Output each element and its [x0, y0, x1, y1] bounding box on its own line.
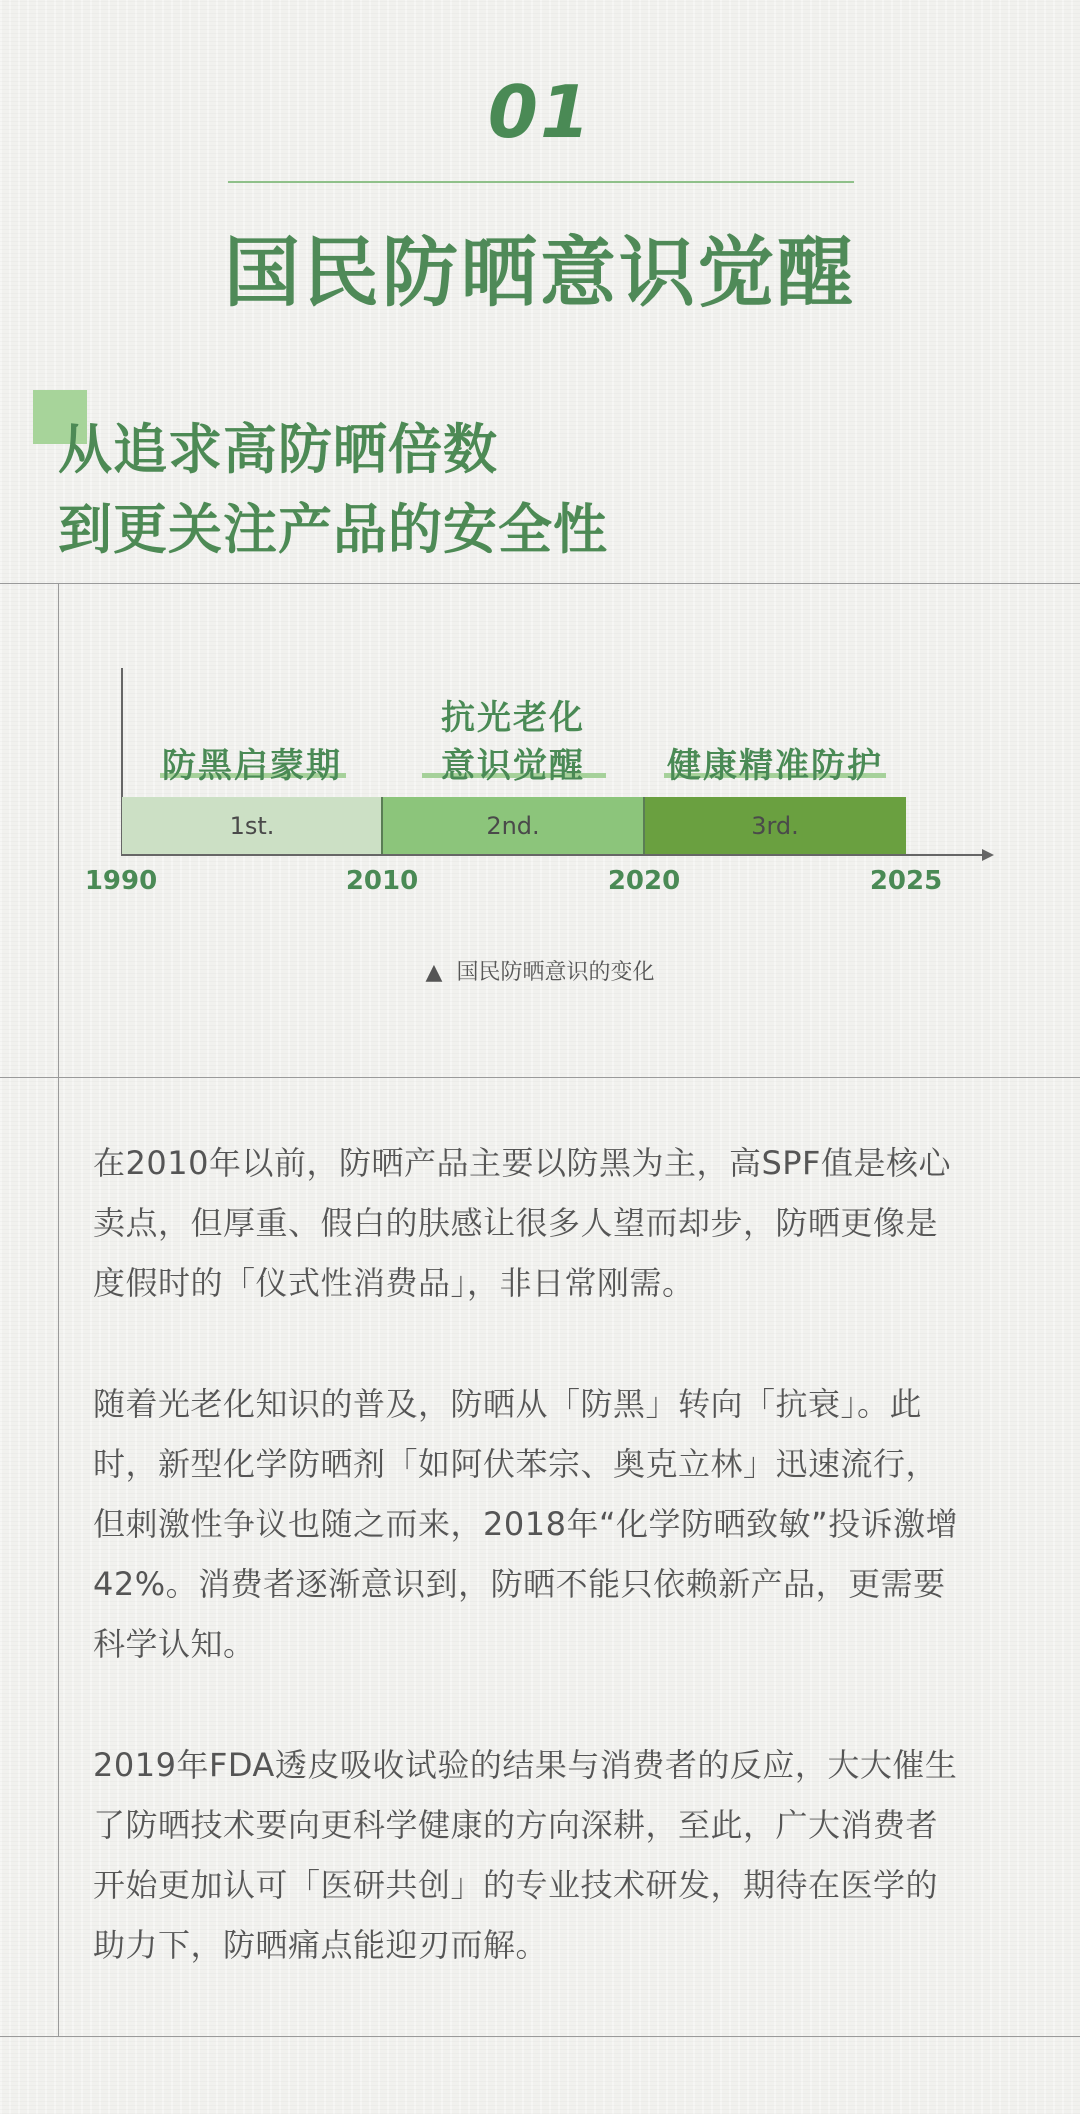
paragraph-line: 在2010年以前，防晒产品主要以防黑为主，高SPF值是核心: [93, 1144, 951, 1182]
section-title: 国民防晒意识觉醒: [224, 228, 856, 317]
divider-middle: [0, 1077, 1080, 1078]
phase-badge-2: 2nd.: [486, 811, 540, 840]
paragraph-line: 助力下，防晒痛点能迎刃而解。: [93, 1926, 549, 1964]
paragraph-line: 卖点，但厚重、假白的肤感让很多人望而却步，防晒更像是: [93, 1204, 939, 1242]
diagram-caption: [0, 955, 1080, 986]
phase-label-1: 防黑启蒙期: [162, 746, 342, 786]
divider-bottom: [0, 2036, 1080, 2037]
paragraph-line: 但刺激性争议也随之而来，2018年“化学防晒致敏”投诉激增: [93, 1505, 959, 1543]
phase-label-2-line-1: 抗光老化: [441, 698, 585, 738]
phase-divider: [381, 797, 383, 854]
paragraph-1: [93, 1133, 993, 1313]
year-label: 2025: [869, 866, 943, 896]
phase-badge-3: 3rd.: [751, 811, 799, 840]
phase-badge-1: 1st.: [229, 811, 275, 840]
phase-label-2-line-2: 意识觉醒: [441, 746, 585, 786]
paragraph-line: 随着光老化知识的普及，防晒从「防黑」转向「抗衰」。此: [93, 1385, 923, 1423]
year-label: 1990: [84, 866, 158, 896]
section-number: 01: [487, 70, 593, 154]
paragraph-line: 42%。消费者逐渐意识到，防晒不能只依赖新产品，更需要: [93, 1565, 946, 1603]
phase-bar-3: [644, 797, 906, 854]
paragraph-2: [93, 1374, 993, 1674]
year-label: 2010: [345, 866, 419, 896]
subtitle: [58, 410, 608, 570]
paragraph-line: 时，新型化学防晒剂「如阿伏苯宗、奥克立林」迅速流行，: [93, 1445, 939, 1483]
title-divider: [228, 181, 854, 183]
triangle-up-icon: ▲: [425, 960, 443, 985]
left-border-line: [58, 583, 59, 2037]
paragraph-line: 2019年FDA透皮吸收试验的结果与消费者的反应，大大催生: [93, 1746, 958, 1784]
divider-top: [0, 583, 1080, 584]
phase-label-3: 健康精准防护: [667, 746, 883, 786]
axis-arrow-icon: [982, 849, 994, 861]
phase-divider: [643, 797, 645, 854]
paragraph-line: 开始更加认可「医研共创」的专业技术研发，期待在医学的: [93, 1866, 939, 1904]
subtitle-line-2: 到更关注产品的安全性: [58, 498, 608, 561]
phase-bar-1: [122, 797, 382, 854]
paragraph-line: 了防晒技术要向更科学健康的方向深耕，至此，广大消费者: [93, 1806, 939, 1844]
paragraph-line: 度假时的「仪式性消费品」，非日常刚需。: [93, 1264, 695, 1302]
year-label: 2020: [607, 866, 681, 896]
paragraph-3: [93, 1735, 993, 1975]
subtitle-line-1: 从追求高防晒倍数: [58, 418, 498, 481]
caption-text: 国民防晒意识的变化: [456, 960, 655, 985]
timeline-x-axis: [121, 854, 983, 856]
paragraph-line: 科学认知。: [93, 1625, 256, 1663]
phase-bar-2: [382, 797, 644, 854]
